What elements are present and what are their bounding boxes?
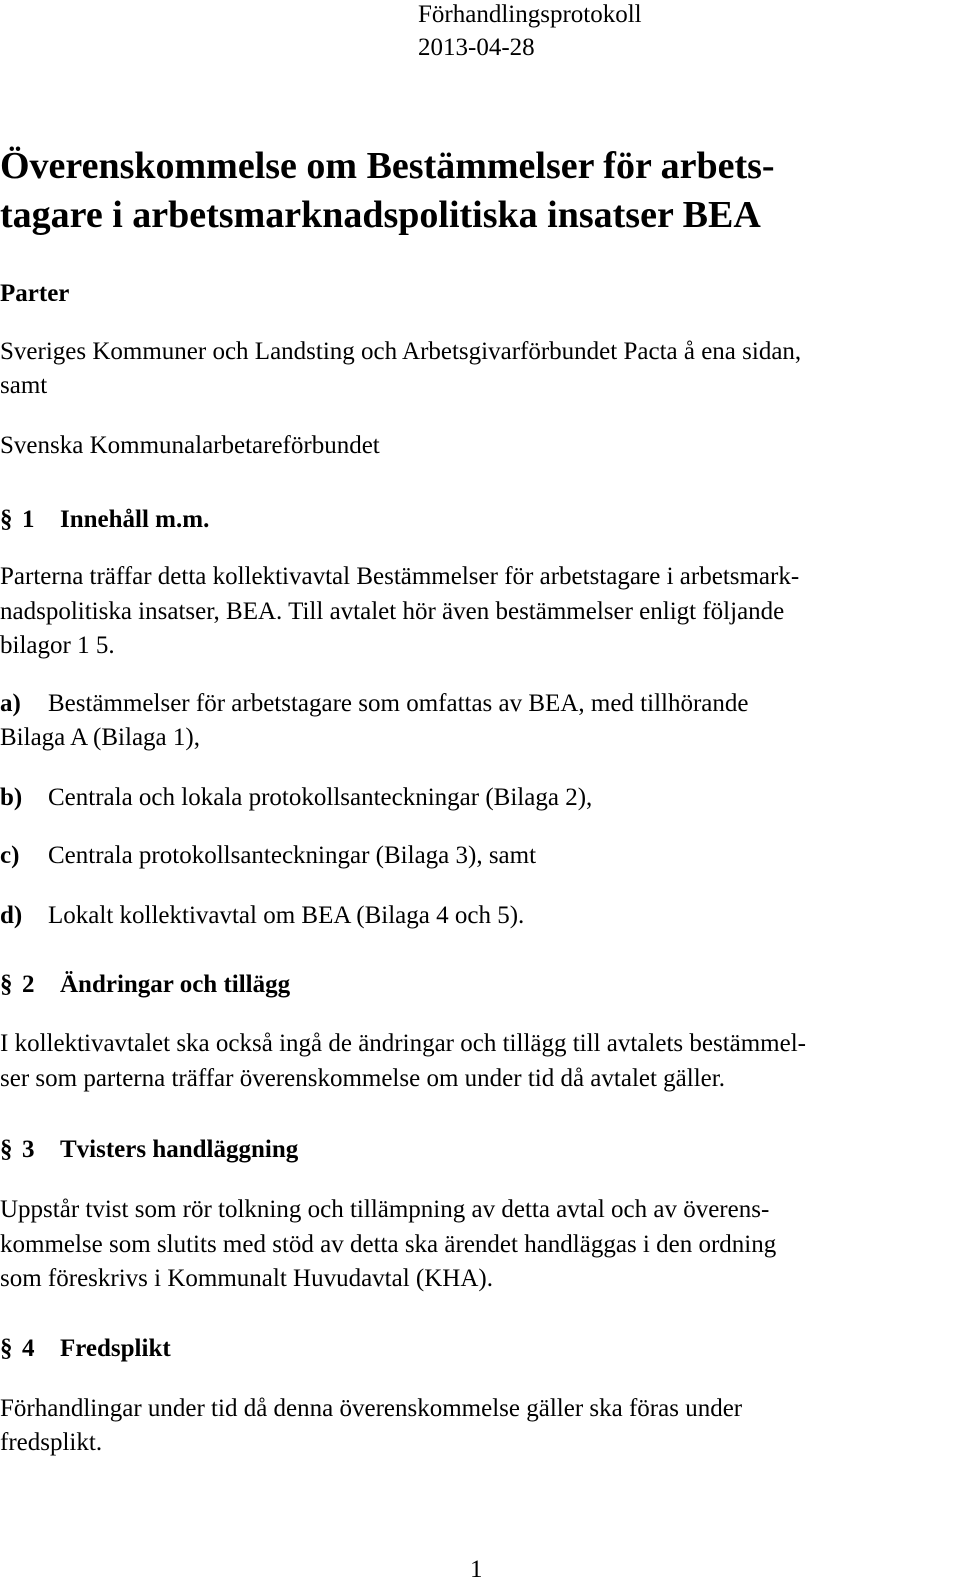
section-number: 1 <box>22 506 35 533</box>
list-item-d <box>0 901 524 931</box>
list-item-label: c) <box>0 842 20 869</box>
list-item-text: Lokalt kollektivavtal om BEA (Bilaga 4 och 5). <box>48 902 525 929</box>
section-4-heading <box>0 1334 171 1364</box>
section-number: 2 <box>22 971 35 998</box>
section-title: Tvisters handläggning <box>60 1136 299 1163</box>
section-title: Innehåll m.m. <box>60 506 210 533</box>
section-number: 4 <box>22 1335 35 1362</box>
section-3-paragraph-line-3: som föreskrivs i Kommunalt Huvudavtal (KHA). <box>0 1265 493 1292</box>
section-symbol: § <box>0 971 13 998</box>
document-title-line-2: tagare i arbetsmarknadspolitiska insatser BEA <box>0 194 761 236</box>
parter-heading: Parter <box>0 280 70 307</box>
list-item-label: d) <box>0 902 23 929</box>
section-4-paragraph-line-1: Förhandlingar under tid då denna överenskommelse gäller ska föras under <box>0 1395 743 1422</box>
party-1-line-2: samt <box>0 372 48 399</box>
section-2-paragraph-line-2: ser som parterna träffar överenskommelse om under tid då avtalet gäller. <box>0 1065 725 1092</box>
list-item-a <box>0 689 748 719</box>
section-number: 3 <box>22 1136 35 1163</box>
party-1-line-1: Sveriges Kommuner och Landsting och Arbetsgivarförbundet Pacta å ena sidan, <box>0 338 802 365</box>
section-1-paragraph-line-1: Parterna träffar detta kollektivavtal Bestämmelser för arbetstagare i arbetsmark- <box>0 563 800 590</box>
section-title: Ändringar och tillägg <box>60 971 291 998</box>
section-1-paragraph-line-2: nadspolitiska insatser, BEA. Till avtalet hör även bestämmelser enligt följande <box>0 598 785 625</box>
list-item-b <box>0 783 592 813</box>
section-symbol: § <box>0 1335 13 1362</box>
section-3-paragraph-line-1: Uppstår tvist som rör tolkning och tillämpning av detta avtal och av överens- <box>0 1196 770 1223</box>
party-2: Svenska Kommunalarbetareförbundet <box>0 432 380 459</box>
page-number: 1 <box>470 1556 483 1583</box>
document-date: 2013-04-28 <box>418 34 535 61</box>
section-symbol: § <box>0 1136 13 1163</box>
section-2-heading <box>0 970 290 1000</box>
list-item-label: b) <box>0 784 23 811</box>
document-title-line-1: Överenskommelse om Bestämmelser för arbets- <box>0 145 775 187</box>
document-type: Förhandlingsprotokoll <box>418 1 642 28</box>
list-item-a-continuation: Bilaga A (Bilaga 1), <box>0 724 200 751</box>
list-item-text: Bestämmelser för arbetstagare som omfattas av BEA, med tillhörande <box>48 690 749 717</box>
section-3-heading <box>0 1135 298 1165</box>
section-symbol: § <box>0 506 13 533</box>
section-3-paragraph-line-2: kommelse som slutits med stöd av detta ska ärendet handläggas i den ordning <box>0 1231 777 1258</box>
section-4-paragraph-line-2: fredsplikt. <box>0 1429 103 1456</box>
section-1-heading <box>0 505 209 535</box>
section-2-paragraph-line-1: I kollektivavtalet ska också ingå de ändringar och tillägg till avtalets bestämmel- <box>0 1030 806 1057</box>
section-1-paragraph-line-3: bilagor 1 5. <box>0 632 115 659</box>
list-item-text: Centrala och lokala protokollsanteckningar (Bilaga 2), <box>48 784 593 811</box>
list-item-text: Centrala protokollsanteckningar (Bilaga 3), samt <box>48 842 537 869</box>
list-item-label: a) <box>0 690 21 717</box>
list-item-c <box>0 841 536 871</box>
section-title: Fredsplikt <box>60 1335 171 1362</box>
